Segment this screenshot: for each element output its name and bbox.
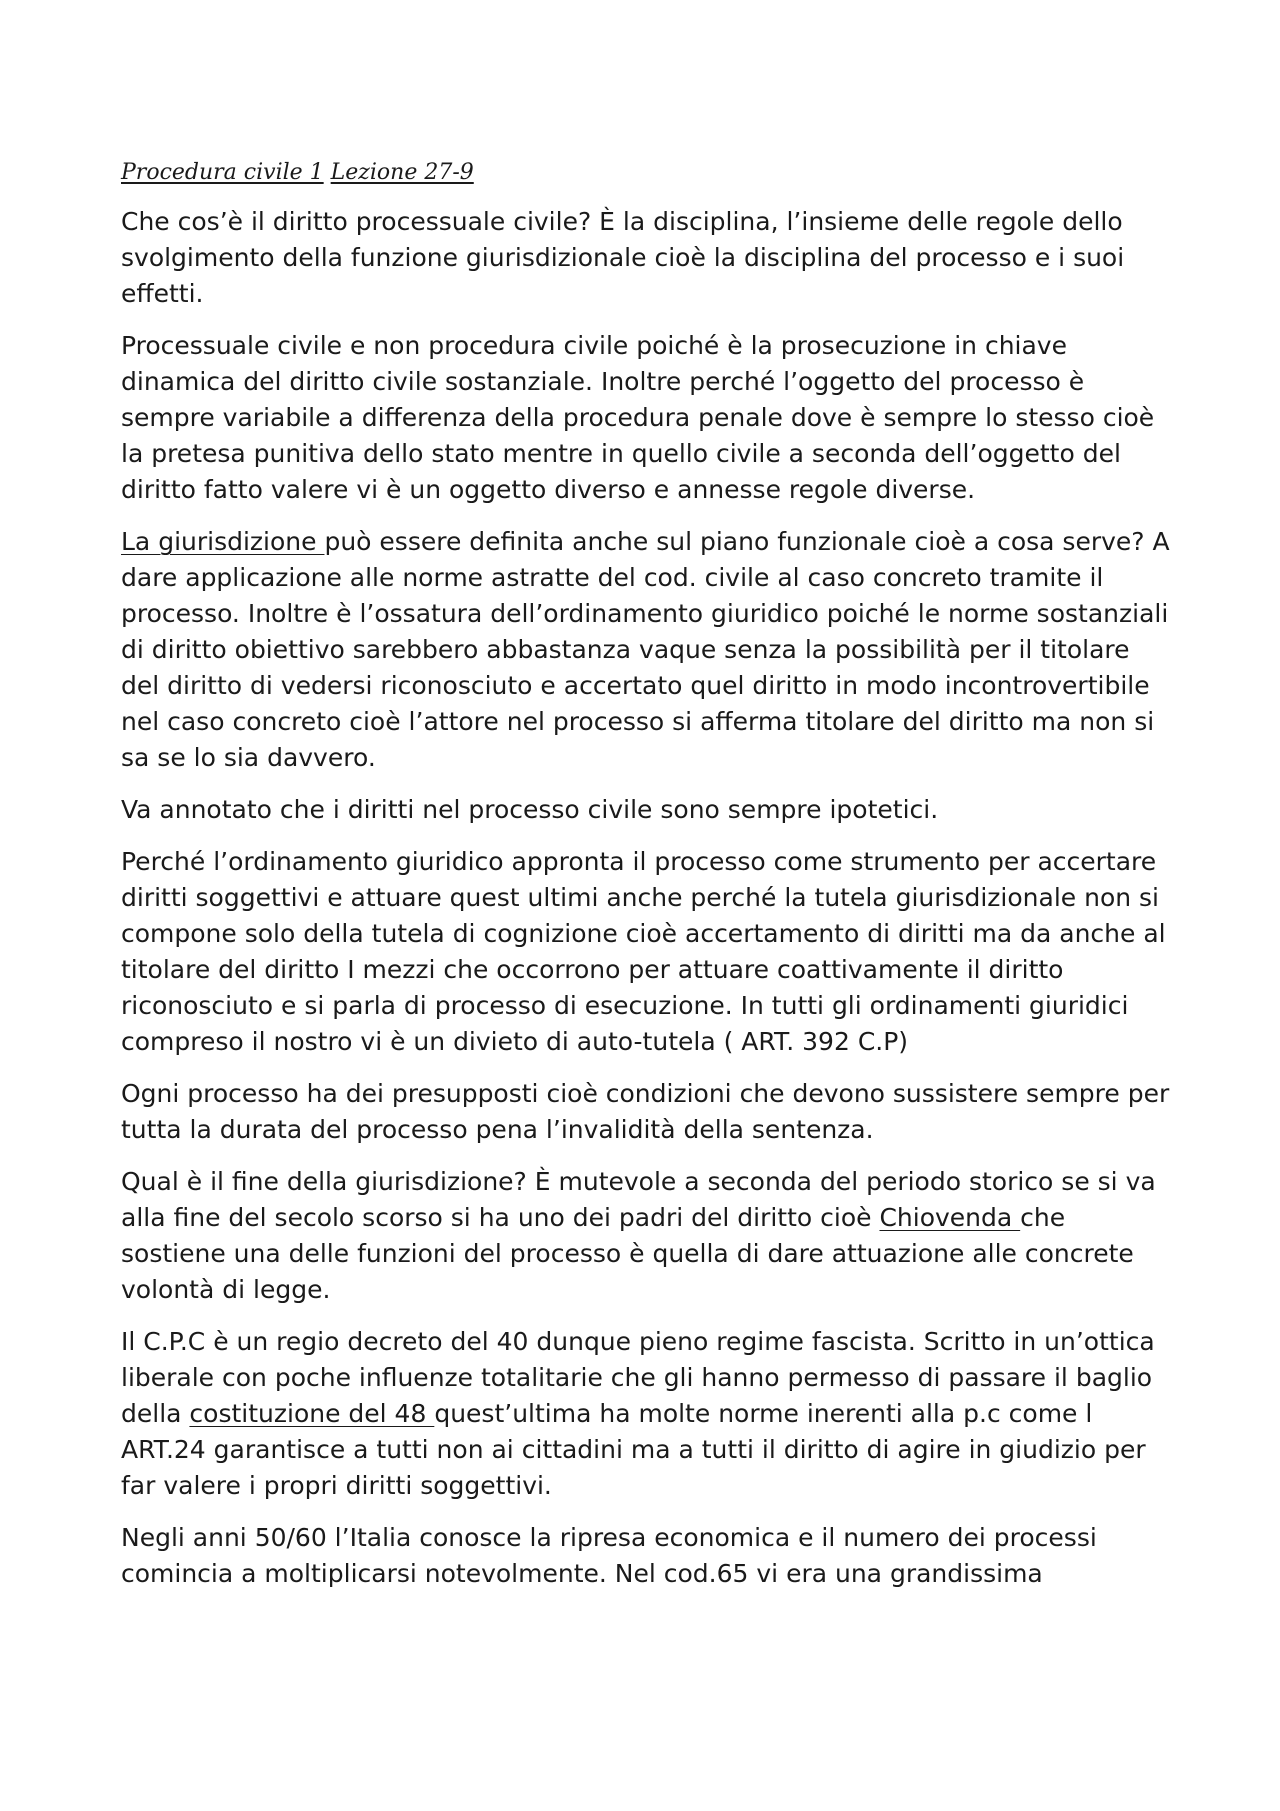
page-title bbox=[121, 156, 1171, 190]
paragraph-giurisdizione-text: può essere definita anche sul piano funzionale cioè a cosa serve? A dare applicazione alle norme astratte del cod. civile al caso concreto tramite il processo. Inoltre è l’ossatura dell’ordinamento giuridico poiché le norme sostanziali di diritto obiettivo sarebbero abbastanza vaque senza la possibilità per il titolare del diritto di vedersi riconosciuto e accertato quel diritto in modo incontrovertibile nel caso concreto cioè l’attore nel processo si afferma titolare del diritto ma non si sa se lo sia davvero. bbox=[121, 527, 1170, 772]
paragraph-fine-text-b: che sostiene una delle funzioni del processo è quella di dare attuazione alle concrete volontà di legge. bbox=[121, 1203, 1134, 1304]
paragraph-cpc-text-b: quest’ultima ha molte norme inerenti alla p.c come l ART.24 garantisce a tutti non ai cittadini ma a tutti il diritto di agire in giudizio per far valere i propri diritti soggettivi. bbox=[121, 1399, 1146, 1500]
title-course: Procedura civile 1 bbox=[121, 160, 324, 185]
underlined-term-chiovenda: Chiovenda bbox=[879, 1203, 1021, 1232]
paragraph-fine-text-a: Qual è il fine della giurisdizione? È mutevole a seconda del periodo storico se si va alla fine del secolo scorso si ha uno dei padri del diritto cioè bbox=[121, 1167, 1156, 1232]
paragraph-definition: Che cos’è il diritto processuale civile? È la disciplina, l’insieme delle regole dello svolgimento della funzione giurisdizionale cioè la disciplina del processo e i suoi effetti. bbox=[121, 207, 1125, 308]
paragraph-ordinamento: Perché l’ordinamento giuridico appronta il processo come strumento per accertare diritti soggettivi e attuare quest ultimi anche perché la tutela giurisdizionale non si compone solo della tutela di cognizione cioè accertamento di diritti ma da anche al titolare del diritto I mezzi che occorrono per attuare coattivamente il diritto riconosciuto e si parla di processo di esecuzione. In tutti gli ordinamenti giuridici compreso il nostro vi è un divieto di auto-tutela ( ART. 392 C.P) bbox=[121, 847, 1166, 1056]
paragraph-ipotetici: Va annotato che i diritti nel processo civile sono sempre ipotetici. bbox=[121, 795, 939, 824]
paragraph-cpc-text-a: Il C.P.C è un regio decreto del 40 dunque pieno regime fascista. Scritto in un’ottica liberale con poche influenze totalitarie che gli hanno permesso di passare il baglio della bbox=[121, 1327, 1155, 1428]
paragraph-presupposti: Ogni processo ha dei presupposti cioè condizioni che devono sussistere sempre per tutta la durata del processo pena l’invalidità della sentenza. bbox=[121, 1079, 1170, 1144]
underlined-term-costituzione: costituzione del 48 bbox=[189, 1399, 435, 1428]
paragraph-fine-giurisdizione bbox=[121, 1164, 1171, 1308]
title-lesson: Lezione 27-9 bbox=[330, 160, 474, 185]
paragraph-anni-50-60: Negli anni 50/60 l’Italia conosce la ripresa economica e il numero dei processi comincia a moltiplicarsi notevolmente. Nel cod.65 vi era una grandissima bbox=[121, 1523, 1097, 1588]
paragraph-cpc bbox=[121, 1324, 1171, 1504]
paragraph-processuale: Processuale civile e non procedura civile poiché è la prosecuzione in chiave dinamica del diritto civile sostanziale. Inoltre perché l’oggetto del processo è sempre variabile a differenza della procedura penale dove è sempre lo stesso cioè la pretesa punitiva dello stato mentre in quello civile a seconda dell’oggetto del diritto fatto valere vi è un oggetto diverso e annesse regole diverse. bbox=[121, 331, 1155, 504]
underlined-term-giurisdizione: La giurisdizione bbox=[121, 527, 325, 556]
paragraph-giurisdizione bbox=[121, 524, 1171, 776]
document-body bbox=[121, 156, 1171, 1608]
